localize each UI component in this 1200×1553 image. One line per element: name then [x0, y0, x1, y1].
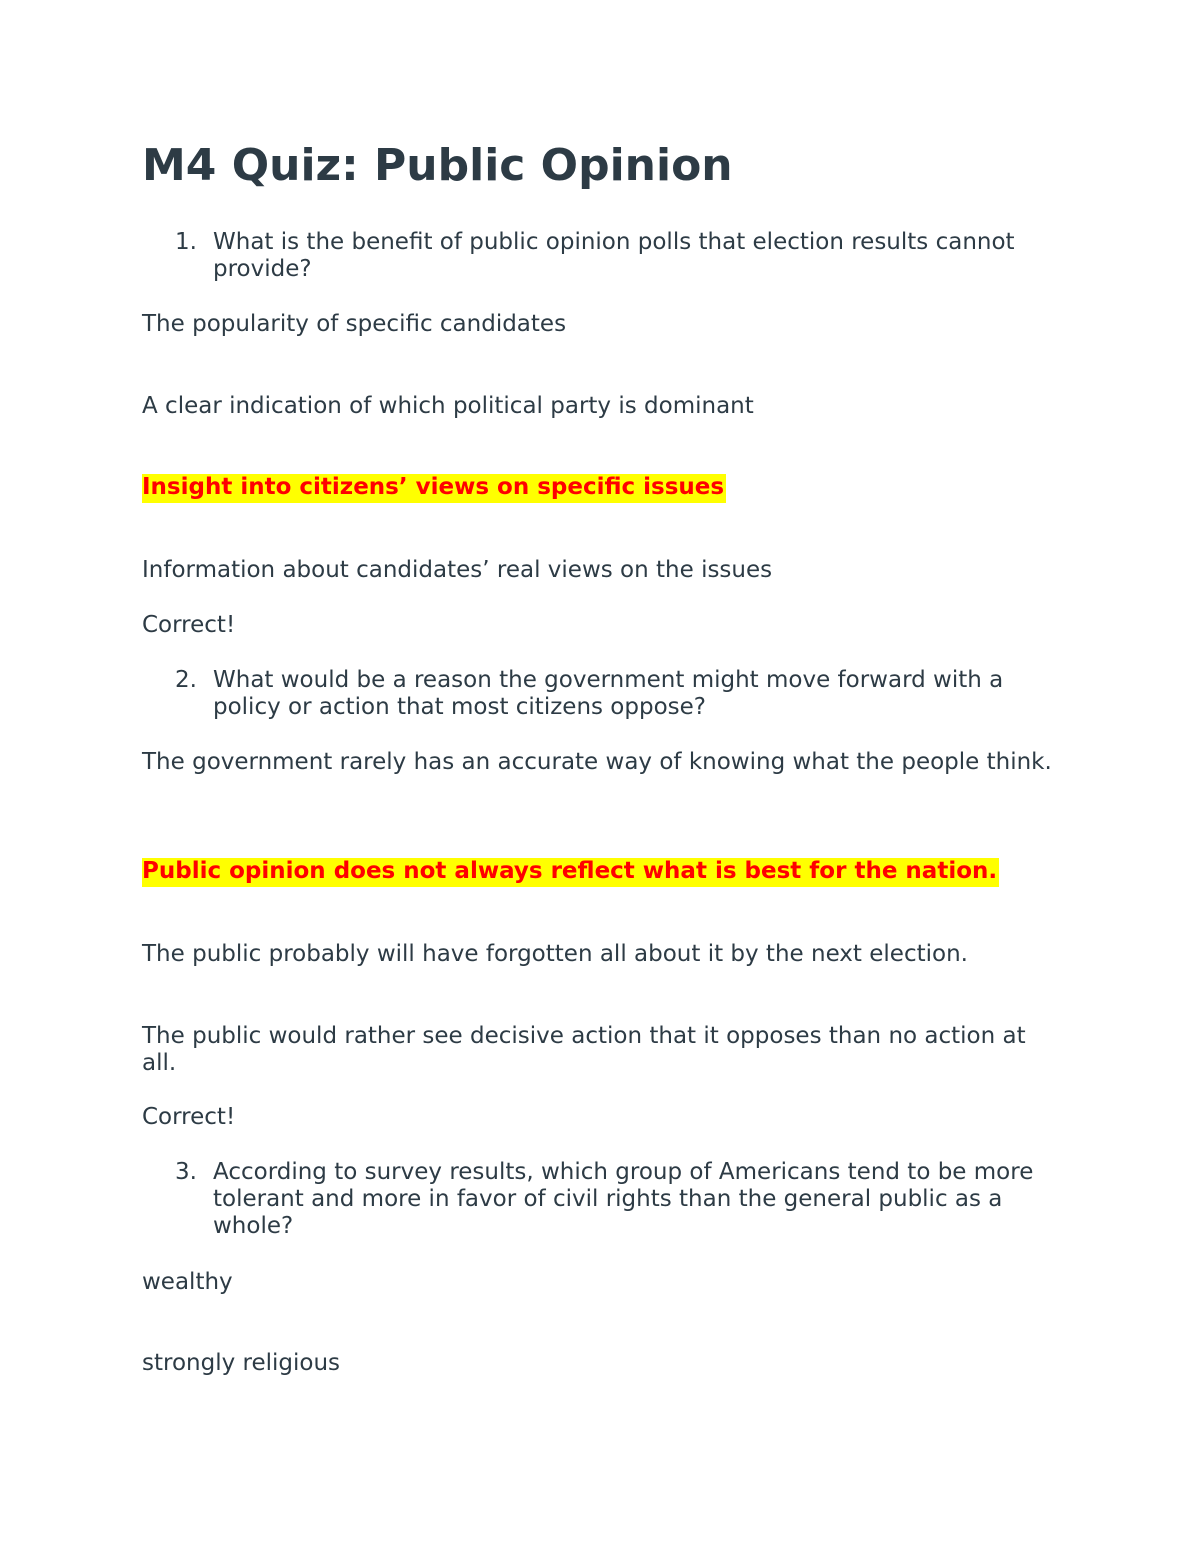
page-title: M4 Quiz: Public Opinion — [142, 140, 733, 191]
correct-answer-highlight: Insight into citizens’ views on specific issues — [142, 474, 726, 503]
question-3 — [142, 1159, 1062, 1240]
answer-option: The popularity of specific candidates — [142, 311, 567, 337]
question-number: 2. — [175, 667, 197, 693]
question-1 — [142, 229, 1062, 283]
feedback-text: Correct! — [142, 612, 236, 638]
answer-option: A clear indication of which political party is dominant — [142, 393, 754, 419]
answer-option: Information about candidates’ real views on the issues — [142, 557, 773, 583]
feedback-text: Correct! — [142, 1104, 236, 1130]
answer-option: strongly religious — [142, 1350, 341, 1376]
question-text: What is the benefit of public opinion polls that election results cannot provide? — [213, 229, 1015, 282]
question-number: 3. — [175, 1159, 197, 1185]
question-number: 1. — [175, 229, 197, 255]
question-text: According to survey results, which group of Americans tend to be more tolerant and more in favor of civil rights than the general public as a whole? — [213, 1159, 1034, 1239]
question-2 — [142, 667, 1062, 721]
answer-option: The public would rather see decisive action that it opposes than no action at all. — [142, 1023, 1026, 1076]
answer-option: wealthy — [142, 1269, 233, 1295]
answer-option: The government rarely has an accurate way of knowing what the people think. — [142, 749, 1052, 775]
question-text: What would be a reason the government might move forward with a policy or action that most citizens oppose? — [213, 667, 1004, 720]
correct-answer-highlight: Public opinion does not always reflect what is best for the nation. — [142, 858, 999, 887]
answer-option: The public probably will have forgotten all about it by the next election. — [142, 941, 968, 967]
